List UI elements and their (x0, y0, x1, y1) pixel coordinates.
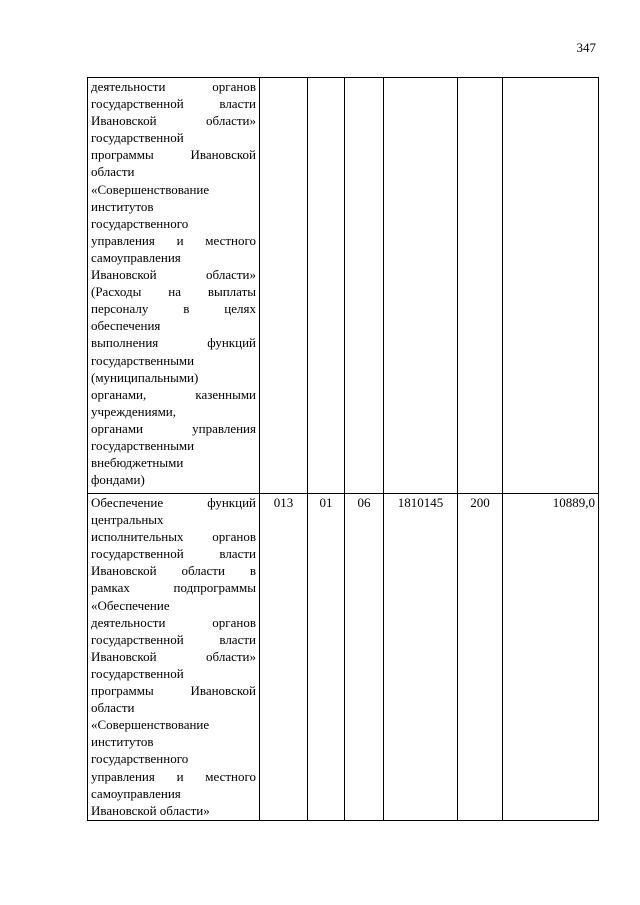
description-line: обеспечения (91, 318, 161, 334)
ministry-code-cell: 013 (260, 494, 308, 821)
section-code-cell (308, 78, 345, 494)
description-line: государственной (91, 130, 184, 146)
description-line: Ивановской области» (91, 648, 256, 664)
description-line: деятельности органов (91, 79, 256, 94)
description-line: самоуправления (91, 785, 181, 801)
section-code-cell: 01 (308, 494, 345, 821)
expense-type-cell (458, 78, 503, 494)
description-line: центральных (91, 512, 164, 528)
description-cell (88, 78, 260, 494)
description-line: деятельности органов (91, 614, 256, 630)
subsection-code-cell: 06 (345, 494, 384, 821)
description-line: институтов (91, 198, 154, 214)
description-line: институтов (91, 734, 154, 750)
description-line: программы Ивановской (91, 683, 256, 699)
description-line: государственной власти (91, 96, 256, 112)
description-line: программы Ивановской (91, 147, 256, 163)
description-line: Ивановской области» (91, 267, 256, 283)
description-line: внебюджетными (91, 455, 184, 471)
description-line: государственного (91, 751, 189, 767)
table-row (88, 78, 599, 494)
description-line: (Расходы на выплаты (91, 284, 256, 300)
description-line: учреждениями, (91, 403, 177, 419)
amount-cell: 10889,0 (503, 494, 599, 821)
subsection-code-cell (345, 78, 384, 494)
target-article-cell (384, 78, 458, 494)
description-line: Ивановской области» (91, 802, 210, 818)
description-line: (муниципальными) (91, 369, 199, 385)
description-line: государственной власти (91, 546, 256, 562)
description-cell (88, 494, 260, 821)
description-line: исполнительных органов (91, 529, 256, 545)
description-line: самоуправления (91, 249, 181, 265)
description-line: области (91, 164, 135, 180)
description-line: области (91, 700, 135, 716)
description-line: органами управления (91, 420, 256, 436)
expense-type-cell: 200 (458, 494, 503, 821)
budget-table (87, 77, 599, 821)
description-line: государственной власти (91, 631, 256, 647)
description-line: управления и местного (91, 768, 256, 784)
description-line: персоналу в целях (91, 301, 256, 317)
description-line: выполнения функций (91, 335, 256, 351)
description-line: государственной (91, 665, 184, 681)
description-line: Ивановской области» (91, 113, 256, 129)
description-line: «Совершенствование (91, 181, 210, 197)
table-row (88, 494, 599, 821)
description-line: фондами) (91, 472, 145, 488)
ministry-code-cell (260, 78, 308, 494)
description-line: органами, казенными (91, 386, 256, 402)
description-line: «Обеспечение (91, 597, 170, 613)
description-line: Ивановской области в (91, 563, 256, 579)
page-number: 347 (576, 40, 596, 55)
description-line: государственными (91, 437, 195, 453)
target-article-cell: 1810145 (384, 494, 458, 821)
description-line: государственного (91, 215, 189, 231)
description-line: рамках подпрограммы (91, 580, 256, 596)
description-line: государственными (91, 352, 195, 368)
description-line: «Совершенствование (91, 717, 210, 733)
description-line: Обеспечение функций (91, 495, 256, 510)
description-line: управления и местного (91, 232, 256, 248)
amount-cell (503, 78, 599, 494)
